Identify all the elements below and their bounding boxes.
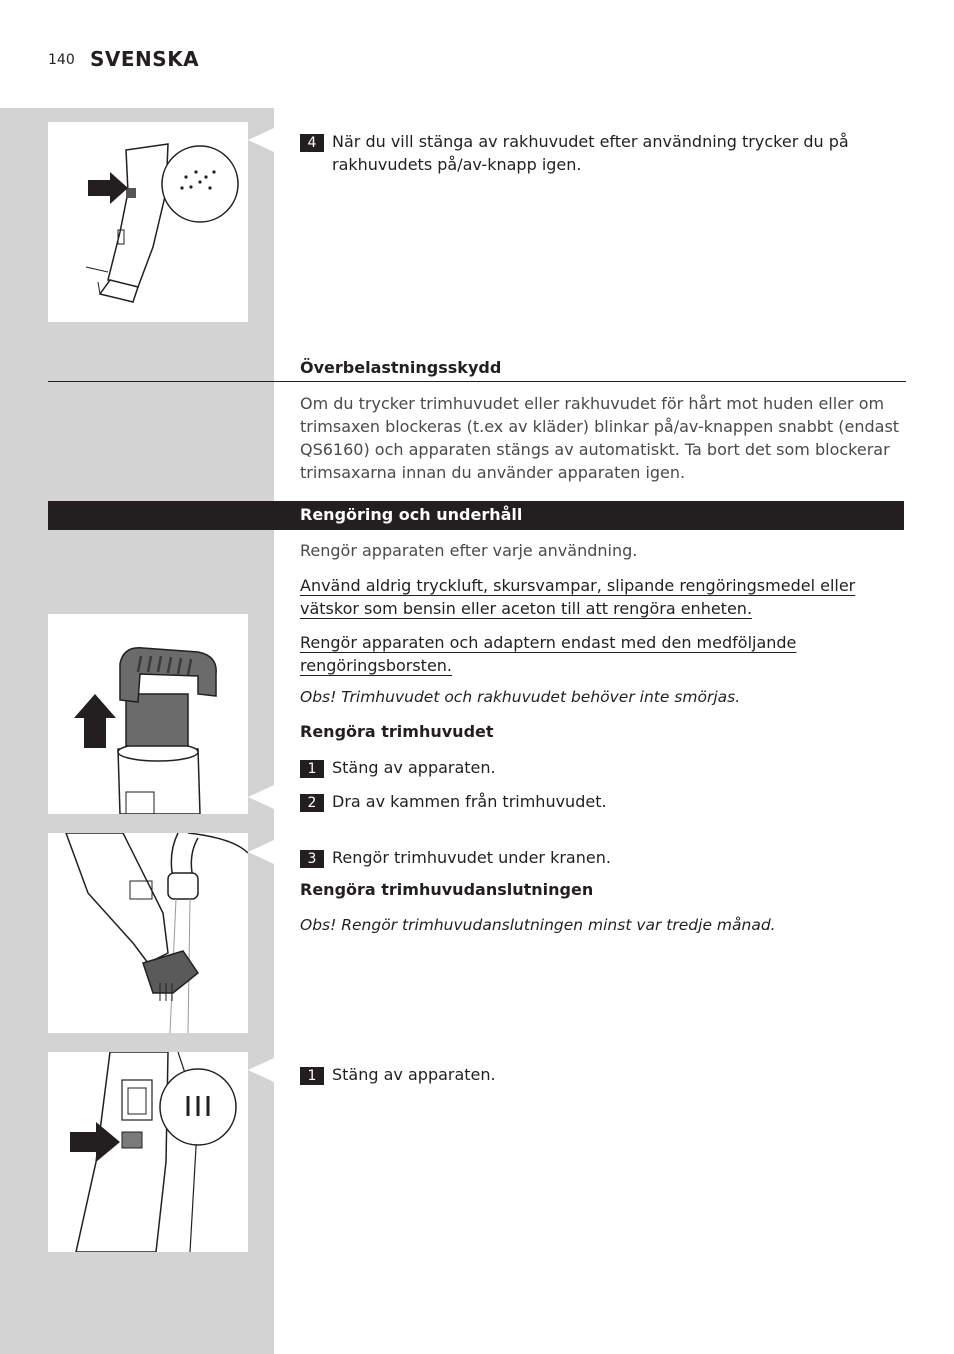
subsection-heading: Rengöra trimhuvudanslutningen xyxy=(300,880,594,899)
caution-line: rengöringsborsten. xyxy=(300,656,453,675)
caution-text xyxy=(300,631,796,677)
step-number: 1 xyxy=(300,1067,324,1085)
warning-line: Använd aldrig tryckluft, skursvampar, slipande rengöringsmedel eller xyxy=(300,576,856,595)
warning-text xyxy=(300,574,855,620)
figure-rinse-under-tap xyxy=(48,833,248,1033)
warning-line: vätskor som bensin eller aceton till att rengöra enheten. xyxy=(300,599,753,618)
step-1 xyxy=(300,756,496,779)
figure-shaver-power-button xyxy=(48,122,248,322)
section-divider xyxy=(48,381,906,382)
figure-pointer xyxy=(248,840,274,864)
step-text: Rengör trimhuvudet under kranen. xyxy=(332,848,611,867)
paragraph-line: Om du trycker trimhuvudet eller rakhuvudet för hårt mot huden eller om xyxy=(300,394,885,413)
note-text: Obs! Trimhuvudet och rakhuvudet behöver inte smörjas. xyxy=(300,688,741,706)
section-title: Rengöring och underhåll xyxy=(300,505,523,524)
step-text: Stäng av apparaten. xyxy=(332,1065,496,1084)
figure-pointer xyxy=(248,785,274,809)
paragraph-line: trimsaxen blockeras (t.ex av kläder) blinkar på/av-knappen snabbt (endast xyxy=(300,417,900,436)
cleaning-intro: Rengör apparaten efter varje användning. xyxy=(300,541,638,560)
step-text: Dra av kammen från trimhuvudet. xyxy=(332,792,607,811)
figure-pointer xyxy=(248,1058,274,1082)
section-language: SVENSKA xyxy=(90,47,200,71)
figure-remove-comb xyxy=(48,614,248,814)
paragraph-line: trimsaxarna innan du använder apparaten igen. xyxy=(300,463,686,482)
step-number: 1 xyxy=(300,760,324,778)
subsection-heading: Rengöra trimhuvudet xyxy=(300,722,494,741)
step-3 xyxy=(300,846,611,869)
step-number: 3 xyxy=(300,850,324,868)
step-number: 4 xyxy=(300,134,324,152)
caution-line: Rengör apparaten och adaptern endast med den medföljande xyxy=(300,633,797,652)
step-text: Stäng av apparaten. xyxy=(332,758,496,777)
section-heading: Överbelastningsskydd xyxy=(300,358,502,377)
paragraph-line: QS6160) och apparaten stängs av automatiskt. Ta bort det som blockerar xyxy=(300,440,890,459)
section-title-bar xyxy=(48,501,904,530)
step-4 xyxy=(300,130,849,153)
step-text: När du vill stänga av rakhuvudet efter användning trycker du på xyxy=(332,132,849,151)
page-number: 140 xyxy=(48,52,75,68)
figure-pointer xyxy=(248,128,274,152)
step-number: 2 xyxy=(300,794,324,812)
step-2 xyxy=(300,790,607,813)
step-1 xyxy=(300,1063,496,1086)
step-text-continued: rakhuvudets på/av-knapp igen. xyxy=(332,155,582,174)
overload-paragraph xyxy=(300,392,899,484)
figure-switch-off xyxy=(48,1052,248,1252)
note-text: Obs! Rengör trimhuvudanslutningen minst var tredje månad. xyxy=(300,916,776,934)
